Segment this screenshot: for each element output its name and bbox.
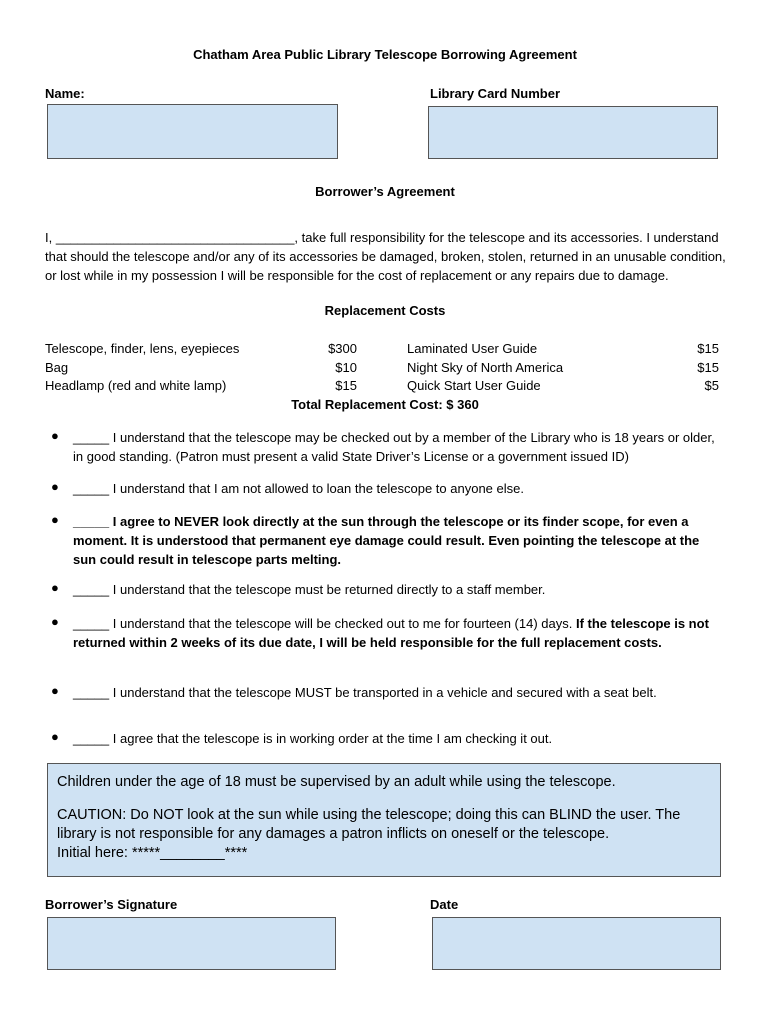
- bullet-dot: ●: [51, 683, 59, 698]
- cost-row: [0, 340, 770, 359]
- library-card-label: Library Card Number: [430, 86, 561, 101]
- bullet-text: _____ I understand that the telescope will be checked out to me for fourteen (14) days.: [73, 616, 576, 631]
- page-title: Chatham Area Public Library Telescope Borrowing Agreement: [193, 47, 577, 62]
- bullet-dot: ●: [51, 614, 59, 629]
- initial-prefix: Initial here: *****: [57, 845, 161, 861]
- date-field[interactable]: [432, 917, 721, 970]
- initial-suffix: ****: [224, 845, 248, 861]
- cost-price: $15: [697, 359, 719, 375]
- bullet-item: _____ I understand that the telescope must be returned directly to a staff member.: [73, 582, 546, 597]
- supervision-notice: Children under the age of 18 must be supervised by an adult while using the telescope.: [57, 774, 616, 790]
- bullet-dot: ●: [51, 428, 59, 443]
- caution-notice: CAUTION: Do NOT look at the sun while using the telescope; doing this can BLIND the user. The library is not responsible for any damages a patron inflicts on oneself or the telescope.: [57, 807, 681, 842]
- cost-price: $10: [335, 359, 357, 375]
- cost-item: Headlamp (red and white lamp): [45, 378, 227, 393]
- signature-label: Borrower’s Signature: [45, 897, 178, 912]
- initial-line: [57, 844, 711, 863]
- signature-field[interactable]: [47, 917, 336, 970]
- cost-item: Bag: [45, 359, 69, 375]
- caution-box: [47, 763, 721, 877]
- replacement-costs-table: [0, 340, 770, 396]
- initial-field[interactable]: ________: [160, 845, 225, 861]
- name-field[interactable]: [47, 104, 338, 159]
- cost-price: $15: [697, 341, 719, 356]
- bullet-bold-text: If the telescope is not returned within 2 weeks of its due date, I will be held responsible for the full replacement costs.: [73, 616, 709, 650]
- cost-row: [0, 377, 770, 396]
- bullet-item: _____ I understand that I am not allowed to loan the telescope to anyone else.: [73, 481, 524, 496]
- bullet-dot: ●: [51, 479, 59, 494]
- bullet-dot: ●: [51, 512, 59, 527]
- name-label: Name:: [45, 86, 85, 101]
- cost-row: [0, 359, 770, 378]
- cost-item: Quick Start User Guide: [407, 378, 541, 393]
- borrowers-agreement-heading: Borrower’s Agreement: [315, 184, 455, 199]
- library-card-field[interactable]: [428, 106, 718, 159]
- bullet-dot: ●: [51, 580, 59, 595]
- bullet-item: _____ I agree to NEVER look directly at the sun through the telescope or its finder scope, for even a moment. It is understood that permanent eye damage could result. Even pointing the telescope at the sun could result in telescope parts melting.: [73, 514, 700, 567]
- replacement-costs-heading: Replacement Costs: [324, 303, 446, 318]
- agreement-paragraph: I, _________________________________, take full responsibility for the telescope and its accessories. I understand that should the telescope and/or any of its accessories be damaged, broken, stolen, returned in an unusable condition, or lost while in my possession I will be responsible for the cost of replacement or any repairs due to damage.: [45, 230, 726, 283]
- bullet-item: _____ I understand that the telescope MUST be transported in a vehicle and secured with a seat belt.: [73, 685, 657, 700]
- bullet-item: _____ I agree that the telescope is in working order at the time I am checking it out.: [73, 731, 553, 746]
- bullet-dot: ●: [51, 729, 59, 744]
- total-replacement-cost: Total Replacement Cost: $ 360: [291, 397, 479, 412]
- cost-item: Laminated User Guide: [407, 341, 538, 356]
- bullet-item: [73, 614, 723, 652]
- cost-price: $15: [335, 378, 357, 393]
- cost-price: $5: [704, 378, 719, 393]
- cost-price: $300: [328, 341, 357, 356]
- cost-item: Night Sky of North America: [407, 359, 564, 375]
- cost-item: Telescope, finder, lens, eyepieces: [45, 341, 240, 356]
- bullet-item: _____ I understand that the telescope may be checked out by a member of the Library who is 18 years or older, in good standing. (Patron must present a valid State Driver’s License or a government issued ID): [73, 430, 715, 464]
- date-label: Date: [430, 897, 459, 912]
